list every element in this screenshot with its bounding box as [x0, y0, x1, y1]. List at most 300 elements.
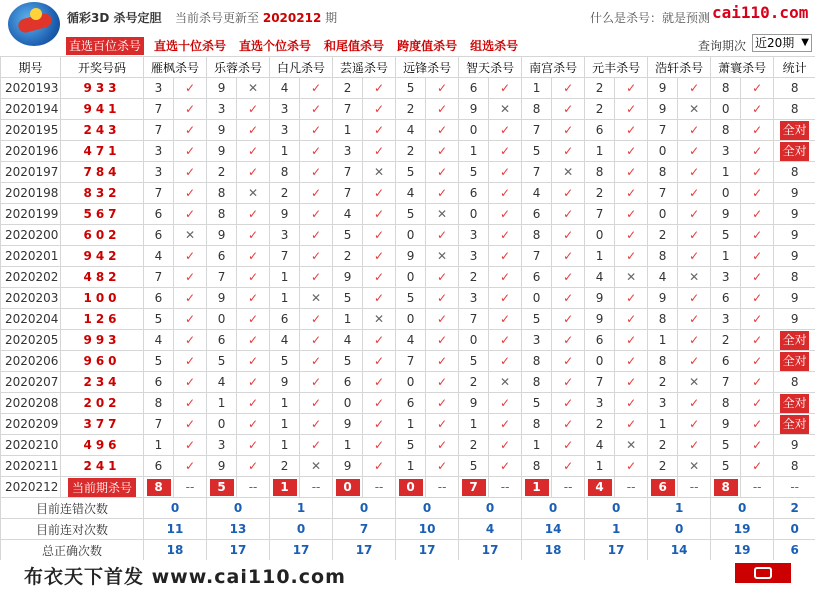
col-expert[interactable]: 雁枫杀号 — [144, 57, 207, 78]
table-row — [1, 372, 815, 393]
kill-number: 3 — [585, 393, 615, 414]
kill-number: 1 — [270, 267, 300, 288]
summary-value: 0 — [522, 498, 585, 519]
check-icon: ✓ — [741, 246, 774, 267]
kill-number: 6 — [711, 351, 741, 372]
check-icon: ✓ — [300, 267, 333, 288]
summary-value: 17 — [207, 540, 270, 561]
kill-number: 2 — [648, 372, 678, 393]
check-icon: ✓ — [489, 204, 522, 225]
draw-cell: 933 — [61, 78, 144, 99]
kill-number: 2 — [585, 414, 615, 435]
kill-number: 1 — [270, 414, 300, 435]
kill-number: 5 — [396, 435, 426, 456]
current-kill-number: 1 — [525, 479, 549, 496]
kill-number: 9 — [270, 204, 300, 225]
check-icon: ✓ — [615, 309, 648, 330]
cross-icon: ✕ — [300, 456, 333, 477]
summary-value: 0 — [648, 519, 711, 540]
cross-icon: ✕ — [363, 309, 396, 330]
kill-number: 8 — [648, 246, 678, 267]
check-icon: ✓ — [741, 414, 774, 435]
current-kill-number: 0 — [336, 479, 360, 496]
summary-value: 0 — [711, 498, 774, 519]
kill-number: 2 — [585, 99, 615, 120]
check-icon: ✓ — [426, 78, 459, 99]
check-icon: ✓ — [237, 351, 270, 372]
check-icon: ✓ — [363, 246, 396, 267]
kill-number: 8 — [522, 225, 552, 246]
kill-number: 4 — [522, 183, 552, 204]
check-icon: ✓ — [237, 393, 270, 414]
kill-number: 0 — [522, 288, 552, 309]
check-icon: ✓ — [426, 330, 459, 351]
summary-row — [1, 519, 815, 540]
check-icon: ✓ — [300, 120, 333, 141]
stat-cell: 9 — [774, 246, 815, 267]
table-row — [1, 120, 815, 141]
check-icon: ✓ — [426, 393, 459, 414]
site-logo[interactable] — [8, 2, 60, 46]
kill-number: 1 — [459, 141, 489, 162]
check-icon: ✓ — [678, 330, 711, 351]
summary-value: 0 — [459, 498, 522, 519]
kill-number: 0 — [207, 414, 237, 435]
stat-cell: 9 — [774, 183, 815, 204]
kill-number: 2 — [711, 330, 741, 351]
summary-value: 17 — [585, 540, 648, 561]
kill-number: 9 — [648, 288, 678, 309]
check-icon: ✓ — [678, 288, 711, 309]
kill-number: 2 — [270, 183, 300, 204]
kill-number: 2 — [459, 267, 489, 288]
dash-cell: -- — [774, 477, 815, 498]
col-expert[interactable]: 乐蓉杀号 — [207, 57, 270, 78]
period-cell: 2020211 — [1, 456, 61, 477]
check-icon: ✓ — [678, 225, 711, 246]
draw-cell: 100 — [61, 288, 144, 309]
summary-label: 总正确次数 — [1, 540, 144, 561]
check-icon: ✓ — [363, 351, 396, 372]
draw-cell: 602 — [61, 225, 144, 246]
kill-number: 4 — [270, 330, 300, 351]
kill-number: 8 — [522, 456, 552, 477]
check-icon: ✓ — [237, 141, 270, 162]
check-icon: ✓ — [426, 183, 459, 204]
kill-number: 8 — [522, 99, 552, 120]
check-icon: ✓ — [237, 246, 270, 267]
period-cell: 2020193 — [1, 78, 61, 99]
check-icon: ✓ — [300, 204, 333, 225]
current-kill-number: 0 — [399, 479, 423, 496]
stat-cell: 8 — [774, 99, 815, 120]
kill-number: 4 — [648, 267, 678, 288]
current-kill-cell — [711, 477, 741, 498]
stat-cell: 8 — [774, 267, 815, 288]
kill-number: 9 — [207, 225, 237, 246]
check-icon: ✓ — [678, 204, 711, 225]
check-icon: ✓ — [489, 330, 522, 351]
check-icon: ✓ — [174, 162, 207, 183]
check-icon: ✓ — [426, 456, 459, 477]
period-cell: 2020202 — [1, 267, 61, 288]
period-label: 查询期次 — [698, 37, 746, 54]
check-icon: ✓ — [615, 141, 648, 162]
kill-number: 0 — [711, 99, 741, 120]
kill-number: 5 — [711, 225, 741, 246]
kill-number: 1 — [522, 435, 552, 456]
summary-value: 6 — [774, 540, 815, 561]
tab-0[interactable]: 直选百位杀号 — [66, 37, 144, 55]
check-icon: ✓ — [426, 309, 459, 330]
kill-number: 9 — [648, 99, 678, 120]
kill-number: 7 — [522, 246, 552, 267]
kill-number: 0 — [648, 204, 678, 225]
kill-number: 8 — [648, 309, 678, 330]
check-icon: ✓ — [615, 393, 648, 414]
dash-cell: -- — [426, 477, 459, 498]
check-icon: ✓ — [300, 414, 333, 435]
period-cell: 2020201 — [1, 246, 61, 267]
check-icon: ✓ — [615, 330, 648, 351]
col-expert[interactable]: 白凡杀号 — [270, 57, 333, 78]
kill-number: 7 — [333, 183, 363, 204]
table-row — [1, 330, 815, 351]
kill-number: 1 — [585, 246, 615, 267]
kill-number: 3 — [270, 120, 300, 141]
current-kill-cell — [144, 477, 174, 498]
check-icon: ✓ — [174, 120, 207, 141]
check-icon: ✓ — [300, 393, 333, 414]
check-icon: ✓ — [363, 330, 396, 351]
cross-icon: ✕ — [615, 435, 648, 456]
col-expert[interactable]: 元丰杀号 — [585, 57, 648, 78]
kill-number: 9 — [711, 414, 741, 435]
chat-icon — [754, 567, 772, 579]
kill-number: 1 — [648, 330, 678, 351]
kill-number: 2 — [270, 456, 300, 477]
tab-3[interactable]: 和尾值杀号 — [321, 37, 387, 55]
kill-number: 7 — [144, 99, 174, 120]
summary-value: 17 — [396, 540, 459, 561]
kill-number: 8 — [711, 120, 741, 141]
cross-icon: ✕ — [489, 99, 522, 120]
summary-value: 17 — [270, 540, 333, 561]
kill-number: 1 — [585, 141, 615, 162]
check-icon: ✓ — [552, 246, 585, 267]
check-icon: ✓ — [552, 330, 585, 351]
check-icon: ✓ — [363, 414, 396, 435]
kill-number: 3 — [459, 225, 489, 246]
kill-number: 0 — [585, 351, 615, 372]
check-icon: ✓ — [426, 351, 459, 372]
kill-number: 8 — [522, 351, 552, 372]
current-kill-cell — [396, 477, 426, 498]
kill-number: 3 — [648, 393, 678, 414]
kill-number: 6 — [459, 183, 489, 204]
table-header — [1, 57, 815, 78]
stat-cell — [774, 141, 815, 162]
check-icon: ✓ — [300, 99, 333, 120]
draw-cell: 942 — [61, 246, 144, 267]
kill-number: 0 — [396, 309, 426, 330]
stat-cell: 9 — [774, 309, 815, 330]
kill-number: 2 — [396, 99, 426, 120]
kill-number: 1 — [711, 246, 741, 267]
kill-number: 1 — [144, 435, 174, 456]
kill-number: 5 — [459, 456, 489, 477]
kill-table-wrapper[interactable] — [0, 56, 815, 560]
feedback-button[interactable] — [735, 563, 791, 583]
tab-1[interactable]: 直选十位杀号 — [151, 37, 229, 55]
kill-number: 4 — [144, 330, 174, 351]
check-icon: ✓ — [741, 372, 774, 393]
kill-table — [0, 56, 815, 560]
kill-number: 1 — [396, 456, 426, 477]
summary-value: 17 — [333, 540, 396, 561]
kill-number: 2 — [585, 78, 615, 99]
current-kill-number: 8 — [714, 479, 738, 496]
check-icon: ✓ — [552, 141, 585, 162]
current-kill-cell — [522, 477, 552, 498]
check-icon: ✓ — [615, 288, 648, 309]
kill-number: 7 — [459, 309, 489, 330]
stat-cell: 9 — [774, 288, 815, 309]
cross-icon: ✕ — [426, 204, 459, 225]
cross-icon: ✕ — [489, 372, 522, 393]
summary-value: 11 — [144, 519, 207, 540]
period-select[interactable]: 近20期 ▼ — [752, 34, 812, 52]
kill-number: 8 — [522, 414, 552, 435]
check-icon: ✓ — [615, 246, 648, 267]
stat-cell — [774, 351, 815, 372]
kill-number: 6 — [144, 456, 174, 477]
check-icon: ✓ — [174, 330, 207, 351]
kill-number: 3 — [270, 99, 300, 120]
cross-icon: ✕ — [426, 246, 459, 267]
period-cell: 2020207 — [1, 372, 61, 393]
check-icon: ✓ — [426, 99, 459, 120]
summary-value: 19 — [711, 540, 774, 561]
kill-number: 7 — [522, 162, 552, 183]
check-icon: ✓ — [741, 162, 774, 183]
check-icon: ✓ — [237, 330, 270, 351]
check-icon: ✓ — [489, 393, 522, 414]
table-row — [1, 288, 815, 309]
check-icon: ✓ — [678, 183, 711, 204]
check-icon: ✓ — [300, 435, 333, 456]
help-text[interactable]: 什么是杀号：就是预测 — [590, 9, 710, 26]
kill-number: 3 — [459, 288, 489, 309]
check-icon: ✓ — [615, 414, 648, 435]
kill-number: 6 — [585, 330, 615, 351]
check-icon: ✓ — [678, 162, 711, 183]
check-icon: ✓ — [174, 141, 207, 162]
stat-cell: 8 — [774, 162, 815, 183]
kill-number: 5 — [522, 141, 552, 162]
kill-number: 3 — [711, 309, 741, 330]
table-row — [1, 456, 815, 477]
kill-number: 0 — [648, 141, 678, 162]
summary-label: 目前连对次数 — [1, 519, 144, 540]
kill-number: 6 — [207, 330, 237, 351]
check-icon: ✓ — [300, 372, 333, 393]
kill-number: 4 — [333, 330, 363, 351]
kill-number: 2 — [648, 456, 678, 477]
dash-cell: -- — [489, 477, 522, 498]
table-row — [1, 162, 815, 183]
check-icon: ✓ — [237, 435, 270, 456]
check-icon: ✓ — [615, 183, 648, 204]
check-icon: ✓ — [174, 435, 207, 456]
check-icon: ✓ — [363, 267, 396, 288]
summary-value: 2 — [774, 498, 815, 519]
current-kill-number: 7 — [462, 479, 486, 496]
kill-number: 3 — [144, 162, 174, 183]
col-expert[interactable]: 萧寰杀号 — [711, 57, 774, 78]
check-icon: ✓ — [741, 393, 774, 414]
check-icon: ✓ — [426, 162, 459, 183]
kill-number: 2 — [333, 246, 363, 267]
check-icon: ✓ — [363, 141, 396, 162]
kill-number: 3 — [270, 225, 300, 246]
period-cell: 2020206 — [1, 351, 61, 372]
kill-number: 6 — [144, 225, 174, 246]
current-label-cell — [61, 477, 144, 498]
current-kill-number: 1 — [273, 479, 297, 496]
header-row — [1, 57, 815, 78]
tab-2[interactable]: 直选个位杀号 — [236, 37, 314, 55]
col-expert[interactable]: 浩轩杀号 — [648, 57, 711, 78]
tab-bar — [66, 35, 528, 53]
col-expert[interactable]: 芸遥杀号 — [333, 57, 396, 78]
kill-number: 7 — [144, 120, 174, 141]
check-icon: ✓ — [615, 456, 648, 477]
check-icon: ✓ — [363, 435, 396, 456]
check-icon: ✓ — [552, 309, 585, 330]
check-icon: ✓ — [615, 225, 648, 246]
update-period: 2020212 — [263, 11, 321, 25]
draw-cell: 482 — [61, 267, 144, 288]
summary-value: 0 — [774, 519, 815, 540]
check-icon: ✓ — [300, 162, 333, 183]
kill-number: 2 — [396, 141, 426, 162]
tab-4[interactable]: 跨度值杀号 — [394, 37, 460, 55]
kill-number: 4 — [585, 267, 615, 288]
cross-icon: ✕ — [678, 99, 711, 120]
draw-cell: 243 — [61, 120, 144, 141]
brand-link[interactable]: cai110.com — [712, 3, 808, 22]
kill-number: 9 — [207, 78, 237, 99]
check-icon: ✓ — [678, 309, 711, 330]
draw-cell: 471 — [61, 141, 144, 162]
kill-number: 7 — [648, 120, 678, 141]
summary-value: 14 — [522, 519, 585, 540]
kill-number: 8 — [648, 162, 678, 183]
check-icon: ✓ — [489, 78, 522, 99]
dash-cell: -- — [615, 477, 648, 498]
stat-cell: 9 — [774, 204, 815, 225]
summary-value: 17 — [459, 540, 522, 561]
check-icon: ✓ — [363, 372, 396, 393]
check-icon: ✓ — [678, 393, 711, 414]
check-icon: ✓ — [741, 204, 774, 225]
kill-number: 5 — [711, 435, 741, 456]
current-kill-cell — [648, 477, 678, 498]
table-row — [1, 225, 815, 246]
summary-value: 0 — [270, 519, 333, 540]
period-cell: 2020209 — [1, 414, 61, 435]
page-title: 循彩3D 杀号定胆 — [67, 9, 162, 26]
kill-number: 2 — [333, 78, 363, 99]
check-icon: ✓ — [237, 120, 270, 141]
kill-number: 6 — [396, 393, 426, 414]
col-expert[interactable]: 南宫杀号 — [522, 57, 585, 78]
stat-cell — [774, 393, 815, 414]
period-cell: 2020210 — [1, 435, 61, 456]
kill-number: 4 — [207, 372, 237, 393]
kill-number: 4 — [396, 330, 426, 351]
check-icon: ✓ — [300, 246, 333, 267]
check-icon: ✓ — [237, 288, 270, 309]
check-icon: ✓ — [174, 267, 207, 288]
check-icon: ✓ — [174, 204, 207, 225]
kill-number: 3 — [144, 78, 174, 99]
stat-cell — [774, 414, 815, 435]
kill-number: 5 — [333, 225, 363, 246]
check-icon: ✓ — [741, 78, 774, 99]
check-icon: ✓ — [741, 288, 774, 309]
kill-number: 8 — [207, 183, 237, 204]
stat-cell: 8 — [774, 456, 815, 477]
kill-number: 4 — [396, 120, 426, 141]
kill-number: 6 — [144, 372, 174, 393]
check-icon: ✓ — [741, 267, 774, 288]
kill-number: 1 — [459, 414, 489, 435]
summary-value: 4 — [459, 519, 522, 540]
col-stat: 统计 — [774, 57, 815, 78]
kill-number: 6 — [270, 309, 300, 330]
all-correct-badge: 全对 — [780, 142, 809, 161]
table-row — [1, 393, 815, 414]
period-cell: 2020196 — [1, 141, 61, 162]
check-icon: ✓ — [237, 456, 270, 477]
check-icon: ✓ — [237, 162, 270, 183]
kill-number: 1 — [585, 456, 615, 477]
kill-number: 0 — [333, 393, 363, 414]
col-expert[interactable]: 远锋杀号 — [396, 57, 459, 78]
kill-number: 7 — [207, 267, 237, 288]
current-kill-cell — [270, 477, 300, 498]
draw-cell: 784 — [61, 162, 144, 183]
period-cell: 2020212 — [1, 477, 61, 498]
summary-value: 7 — [333, 519, 396, 540]
kill-number: 9 — [585, 309, 615, 330]
col-expert[interactable]: 智天杀号 — [459, 57, 522, 78]
kill-number: 0 — [396, 267, 426, 288]
summary-value: 0 — [207, 498, 270, 519]
kill-number: 0 — [459, 120, 489, 141]
tab-5[interactable]: 组选杀号 — [467, 37, 521, 55]
draw-cell: 941 — [61, 99, 144, 120]
current-kill-cell — [459, 477, 489, 498]
check-icon: ✓ — [489, 246, 522, 267]
kill-number: 8 — [711, 78, 741, 99]
check-icon: ✓ — [363, 120, 396, 141]
check-icon: ✓ — [174, 393, 207, 414]
kill-number: 8 — [585, 162, 615, 183]
draw-cell: 241 — [61, 456, 144, 477]
